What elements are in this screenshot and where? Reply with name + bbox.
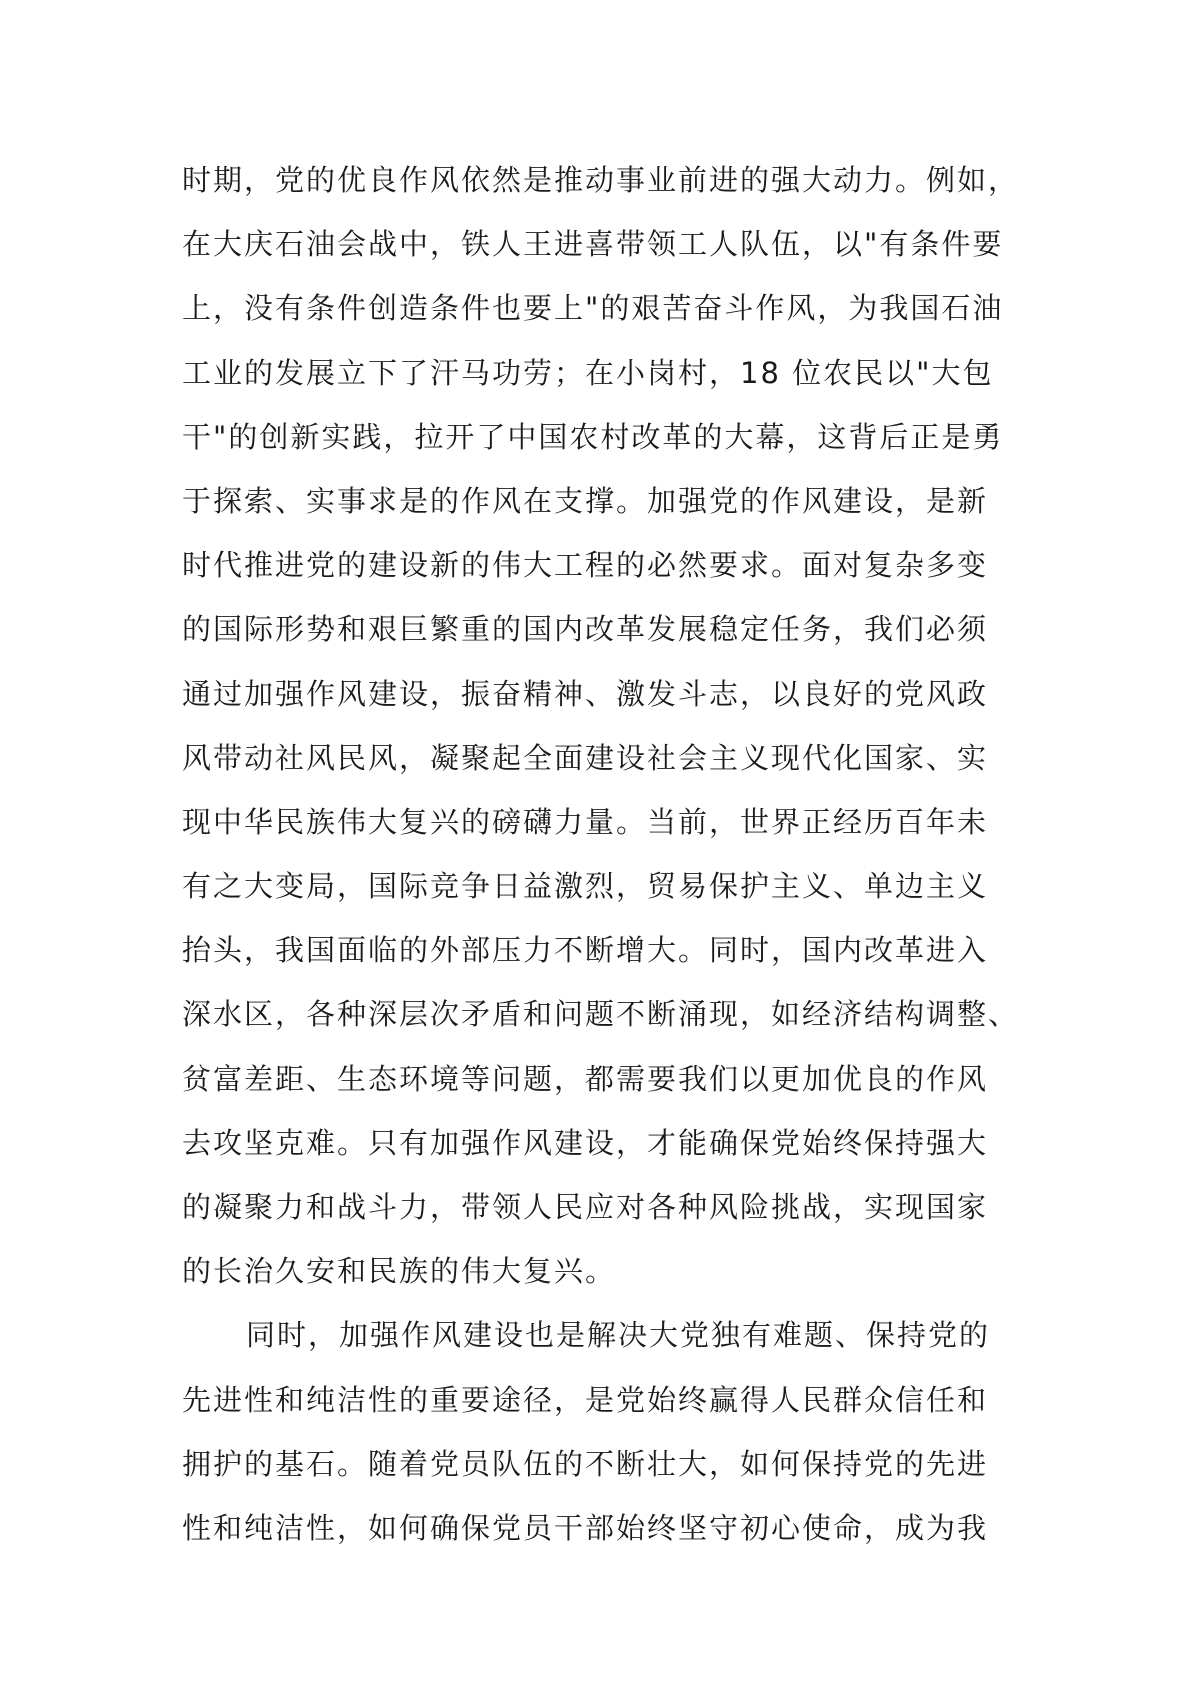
text-line: 先进性和纯洁性的重要途径，是党始终赢得人民群众信任和 [182,1382,989,1417]
text-line: 深水区，各种深层次矛盾和问题不断涌现，如经济结构调整、 [182,997,1020,1032]
text-line: 通过加强作风建设，振奋精神、激发斗志，以良好的党风政 [182,676,989,711]
text-line: 贫富差距、生态环境等问题，都需要我们以更加优良的作风 [182,1061,989,1096]
text-line: 性和纯洁性，如何确保党员干部始终坚守初心使命，成为我 [182,1510,989,1545]
text-line: 去攻坚克难。只有加强作风建设，才能确保党始终保持强大 [182,1125,989,1160]
text-line: 抬头，我国面临的外部压力不断增大。同时，国内改革进入 [182,933,989,968]
text-line: 有之大变局，国际竞争日益激烈，贸易保护主义、单边主义 [182,869,989,904]
text-line: 风带动社风民风，凝聚起全面建设社会主义现代化国家、实 [182,740,989,775]
text-line: 工业的发展立下了汗马功劳；在小岗村，18 位农民以"大包 [182,355,994,390]
text-line: 时代推进党的建设新的伟大工程的必然要求。面对复杂多变 [182,548,989,583]
text-line: 干"的创新实践，拉开了中国农村改革的大幕，这背后正是勇 [182,419,1004,454]
text-line: 拥护的基石。随着党员队伍的不断壮大，如何保持党的先进 [182,1446,989,1481]
text-line: 在大庆石油会战中，铁人王进喜带领工人队伍，以"有条件要 [182,227,1004,262]
text-line: 于探索、实事求是的作风在支撑。加强党的作风建设，是新 [182,483,989,518]
text-line: 现中华民族伟大复兴的磅礴力量。当前，世界正经历百年未 [182,804,989,839]
text-line: 时期，党的优良作风依然是推动事业前进的强大动力。例如， [182,163,1020,197]
text-line: 的国际形势和艰巨繁重的国内改革发展稳定任务，我们必须 [182,612,989,647]
text-line: 的长治久安和民族的伟大复兴。 [182,1254,617,1289]
paragraph-start-line: 同时，加强作风建设也是解决大党独有难题、保持党的 [246,1318,991,1353]
text-line: 上，没有条件创造条件也要上"的艰苦奋斗作风，为我国石油 [182,291,1004,326]
text-line: 的凝聚力和战斗力，带领人民应对各种风险挑战，实现国家 [182,1190,989,1224]
body-text [182,148,1020,1560]
